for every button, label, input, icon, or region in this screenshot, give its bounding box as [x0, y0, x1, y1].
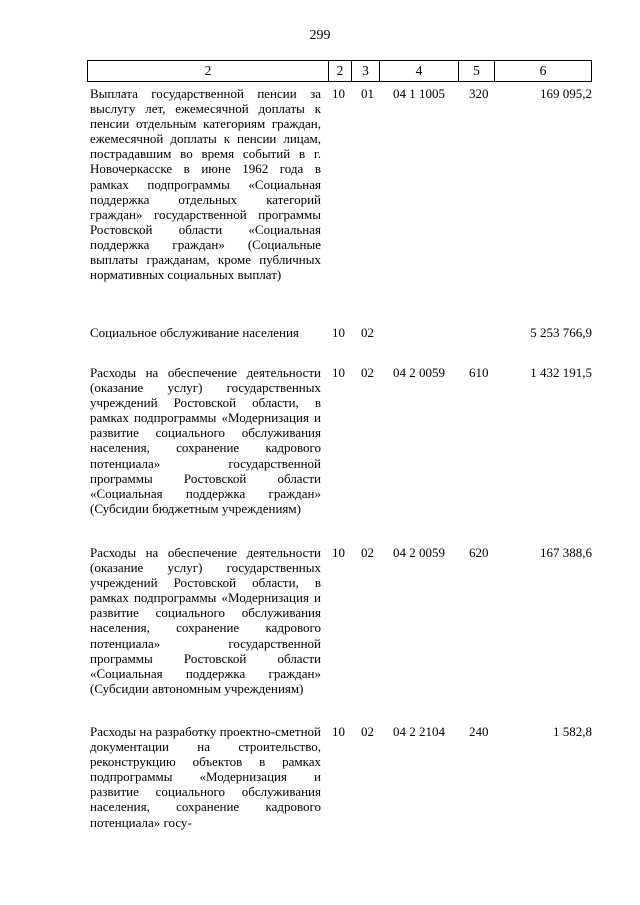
- row-description: Расходы на обеспечение деятельности (оказание услуг) государственных учреждений Ростовской области, в рамках подпрограммы «Модернизация и развитие социального обслуживания населения, сохранение кадрового потенциала» государственной программы Ростовской области «Социальная поддержка граждан» (Субсидии автономным учреждениям): [90, 545, 321, 696]
- page-number: 299: [309, 28, 331, 43]
- row-sum: 167 388,6: [540, 545, 592, 560]
- column-header-table: [87, 60, 592, 82]
- row-description: Расходы на разработку проектно-сметной документации на строительство, реконструкцию объектов в рамках подпрограммы «Модернизация и развитие социального обслуживания населения, сохранение кадрового потенциала» госу-: [90, 724, 321, 830]
- row-podrazdel: 02: [361, 545, 374, 560]
- header-razdel: 2: [329, 61, 352, 82]
- row-razdel: 10: [332, 724, 345, 739]
- header-expense-type: 5: [459, 61, 495, 82]
- table-row: [0, 365, 640, 545]
- row-razdel: 10: [332, 325, 345, 340]
- header-target-article: 4: [380, 61, 459, 82]
- row-expense-type: 240: [469, 724, 489, 739]
- header-sum: 6: [495, 61, 592, 82]
- row-description: Выплата государственной пенсии за выслугу лет, ежемесячной доплаты к пенсии отдельным категориям граждан, ежемесячной доплаты к пенсии лицам, пострадавшим во время событий в г. Новочеркасске в июне 1962 года в рамках подпрограммы «Социальная поддержка отдельных категорий граждан» государственной программы Ростовской области «Социальная поддержка граждан» (Социальные выплаты гражданам, кроме публичных нормативных социальных выплат): [90, 86, 321, 283]
- row-target-article: 04 2 2104: [393, 724, 445, 739]
- row-target-article: 04 2 0059: [393, 545, 445, 560]
- row-target-article: 04 2 0059: [393, 365, 445, 380]
- budget-rows: [0, 86, 640, 844]
- row-sum: 5 253 766,9: [530, 325, 592, 340]
- row-podrazdel: 02: [361, 724, 374, 739]
- row-podrazdel: 02: [361, 325, 374, 340]
- row-razdel: 10: [332, 545, 345, 560]
- header-description: 2: [88, 61, 329, 82]
- row-expense-type: 620: [469, 545, 489, 560]
- row-razdel: 10: [332, 365, 345, 380]
- column-header-row: [88, 61, 592, 82]
- row-podrazdel: 01: [361, 86, 374, 101]
- row-podrazdel: 02: [361, 365, 374, 380]
- row-sum: 1 582,8: [553, 724, 592, 739]
- row-description: Социальное обслуживание населения: [90, 325, 299, 340]
- table-row: [0, 325, 640, 365]
- table-row: [0, 86, 640, 325]
- header-podrazdel: 3: [352, 61, 380, 82]
- table-row: [0, 545, 640, 724]
- row-target-article: 04 1 1005: [393, 86, 445, 101]
- table-row: [0, 724, 640, 844]
- row-expense-type: 610: [469, 365, 489, 380]
- row-sum: 1 432 191,5: [530, 365, 592, 380]
- row-description: Расходы на обеспечение деятельности (оказание услуг) государственных учреждений Ростовской области, в рамках подпрограммы «Модернизация и развитие социального обслуживания населения, сохранение кадрового потенциала» государственной программы Ростовской области «Социальная поддержка граждан» (Субсидии бюджетным учреждениям): [90, 365, 321, 516]
- row-sum: 169 095,2: [540, 86, 592, 101]
- row-expense-type: 320: [469, 86, 489, 101]
- row-razdel: 10: [332, 86, 345, 101]
